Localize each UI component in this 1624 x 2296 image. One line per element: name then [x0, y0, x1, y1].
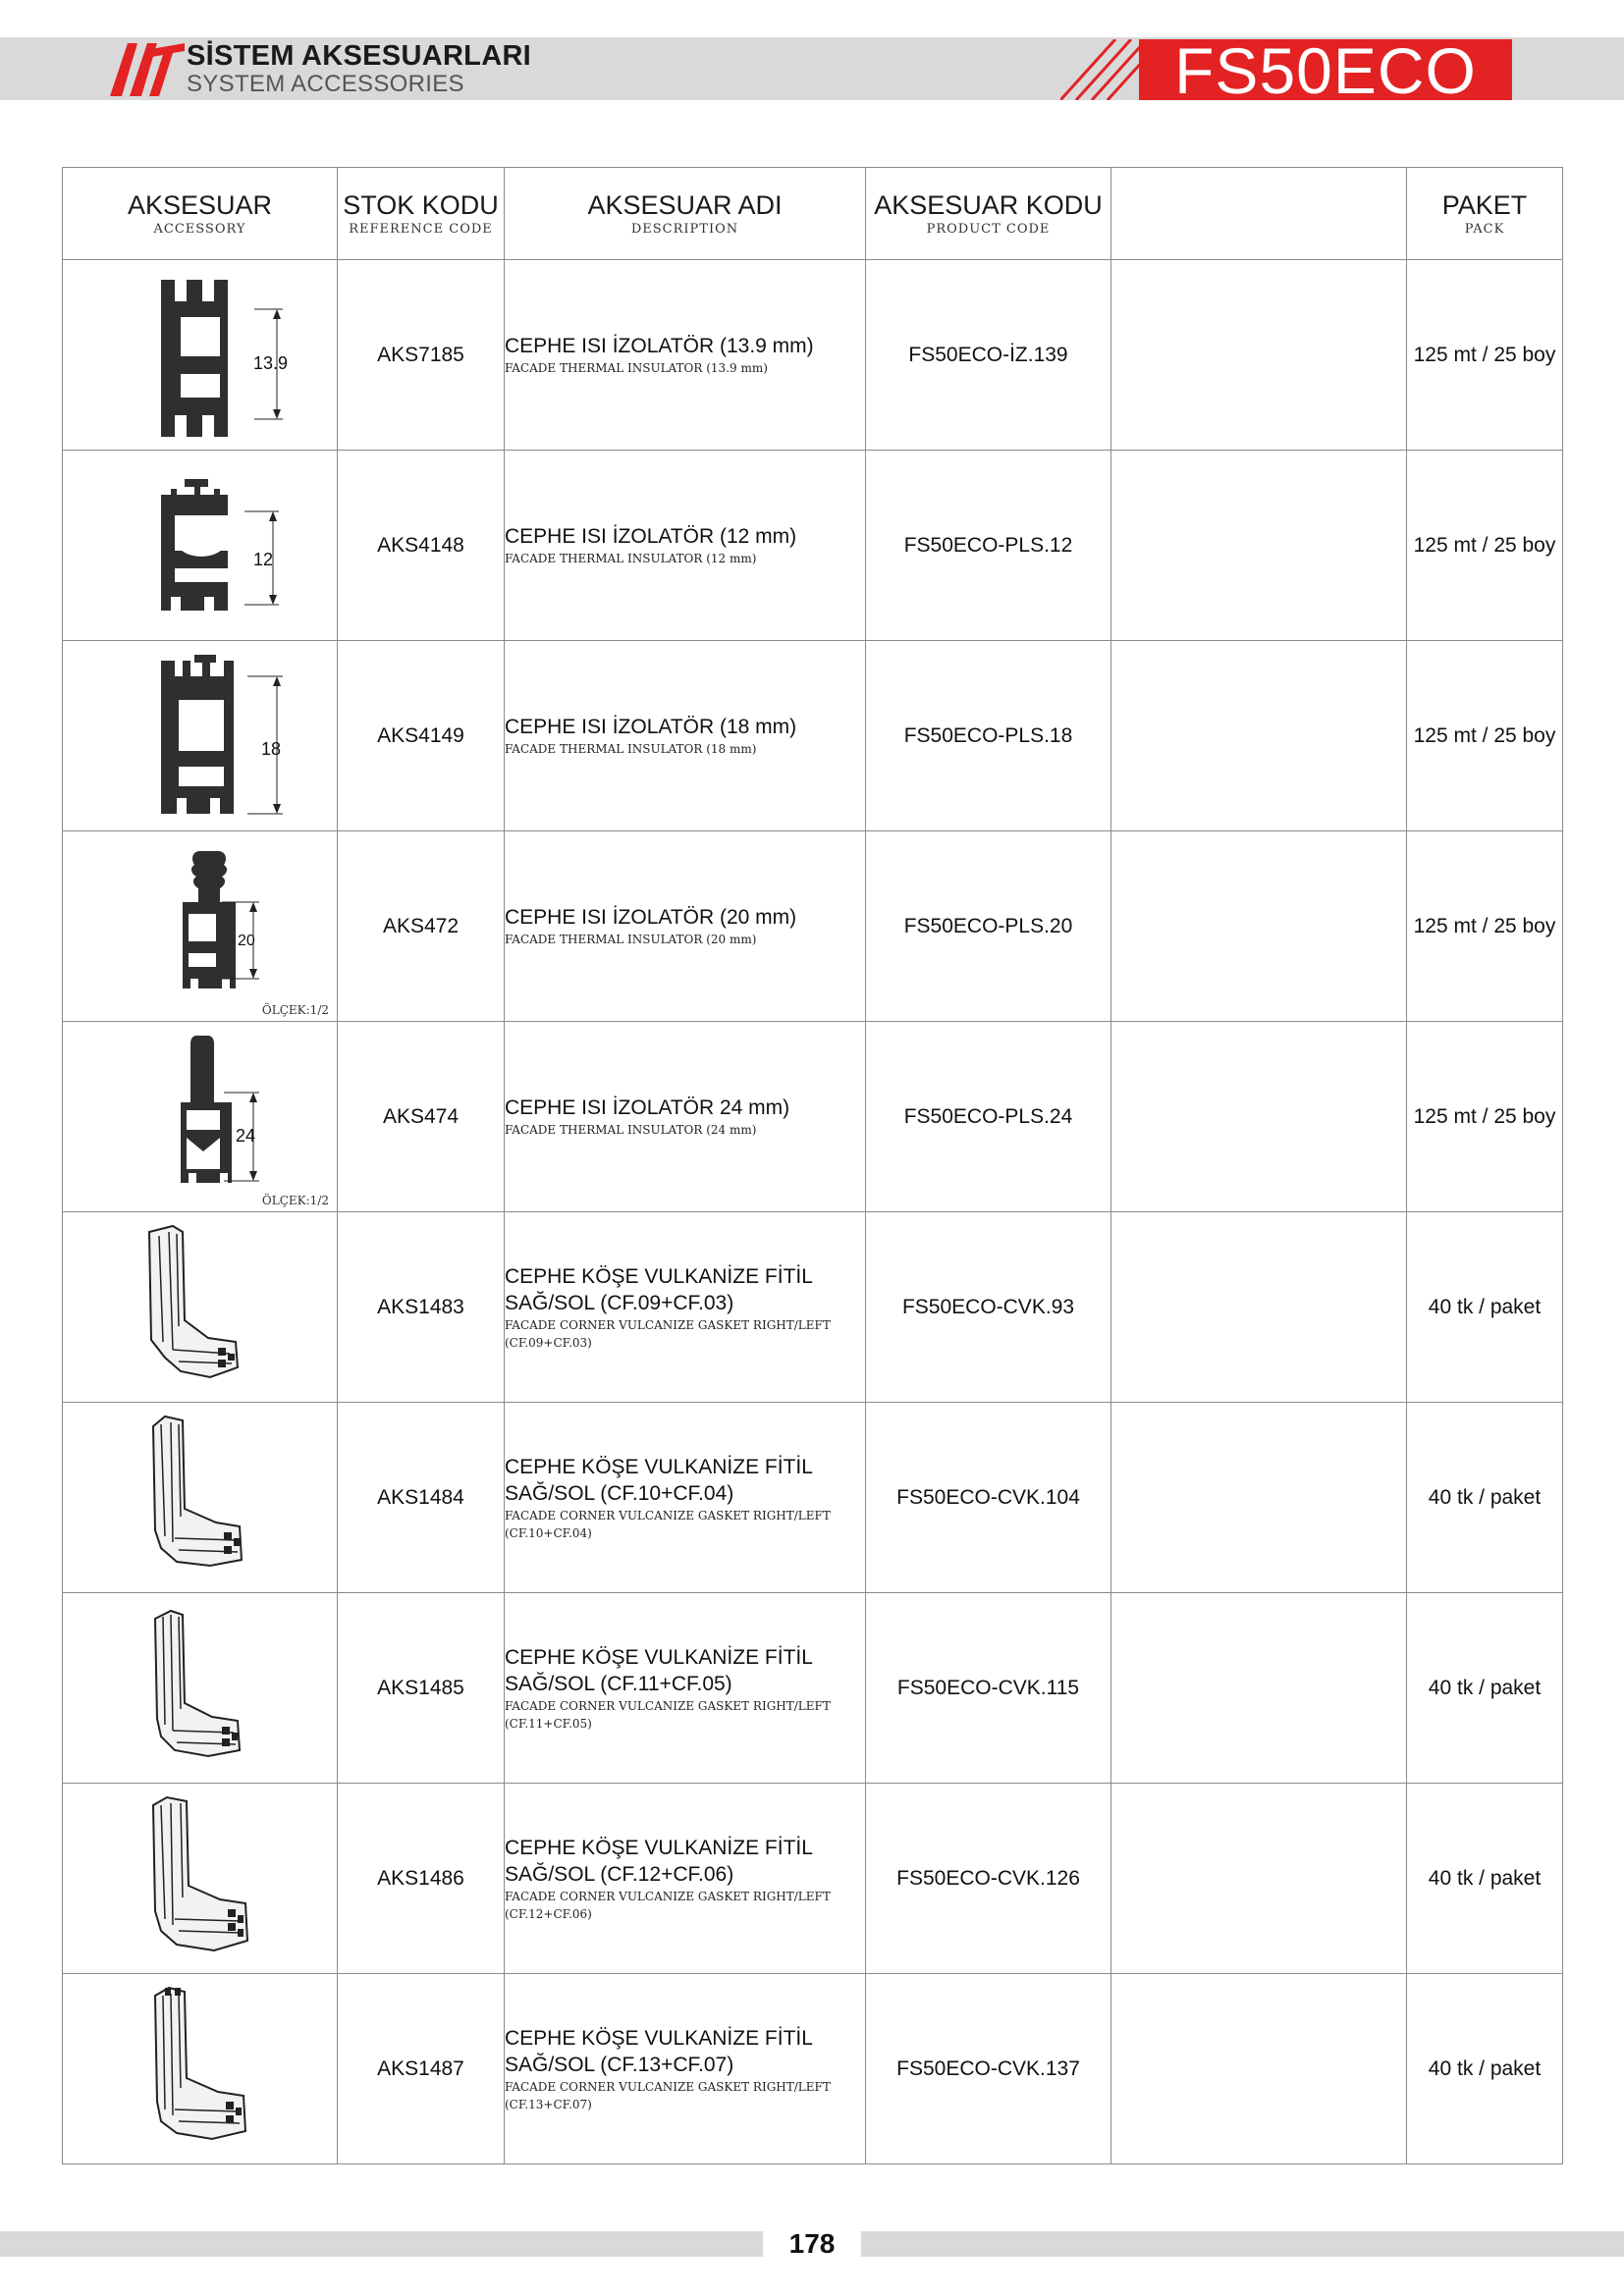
product-code: FS50ECO-PLS.24	[866, 1022, 1111, 1212]
stock-code: AKS1484	[338, 1403, 505, 1593]
accessory-name-cell	[505, 1593, 866, 1784]
accessory-image-cell	[63, 260, 338, 451]
accessory-name-cell	[505, 1974, 866, 2164]
accessory-name-cell	[505, 260, 866, 451]
stock-code: AKS7185	[338, 260, 505, 451]
empty-cell	[1111, 260, 1407, 451]
name-en: FACADE THERMAL INSULATOR (12 mm)	[505, 551, 757, 565]
empty-cell	[1111, 1784, 1407, 1974]
name-tr: CEPHE ISI İZOLATÖR (18 mm)	[505, 715, 797, 738]
col-header-main: AKSESUAR ADI	[587, 190, 783, 220]
empty-cell	[1111, 641, 1407, 831]
product-code: FS50ECO-İZ.139	[866, 260, 1111, 451]
table-row	[63, 831, 1563, 1022]
pack-quantity: 40 tk / paket	[1407, 1593, 1563, 1784]
name-tr-line2: SAĞ/SOL (CF.09+CF.03)	[505, 1291, 734, 1314]
name-tr: CEPHE KÖŞE VULKANİZE FİTİL	[505, 1645, 813, 1669]
pack-quantity: 125 mt / 25 boy	[1407, 831, 1563, 1022]
accessory-image-cell	[63, 1593, 338, 1784]
accessory-table	[62, 167, 1563, 2164]
name-tr: CEPHE KÖŞE VULKANİZE FİTİL	[505, 1264, 813, 1288]
name-en: FACADE CORNER VULCANIZE GASKET RIGHT/LEFT	[505, 1317, 831, 1332]
stock-code: AKS1485	[338, 1593, 505, 1784]
product-code: FS50ECO-CVK.115	[866, 1593, 1111, 1784]
corner-gasket-icon	[63, 1403, 338, 1592]
stock-code: AKS4149	[338, 641, 505, 831]
accessory-image-cell	[63, 641, 338, 831]
corner-gasket-icon	[63, 1974, 338, 2163]
accessory-name-cell	[505, 831, 866, 1022]
scale-note: ÖLÇEK:1/2	[261, 1194, 329, 1207]
name-tr: CEPHE KÖŞE VULKANİZE FİTİL	[505, 1455, 813, 1478]
thermal-insulator-profile-icon	[63, 831, 338, 1021]
empty-cell	[1111, 1974, 1407, 2164]
table-row	[63, 1593, 1563, 1784]
name-en: FACADE CORNER VULCANIZE GASKET RIGHT/LEFT	[505, 1889, 831, 1903]
pack-quantity: 40 tk / paket	[1407, 1212, 1563, 1403]
product-code: FS50ECO-PLS.20	[866, 831, 1111, 1022]
accessory-image-cell	[63, 1974, 338, 2164]
col-header-accessory	[63, 168, 338, 260]
table-row	[63, 1784, 1563, 1974]
name-en: FACADE THERMAL INSULATOR (13.9 mm)	[505, 360, 768, 375]
name-en: FACADE THERMAL INSULATOR (24 mm)	[505, 1122, 757, 1137]
col-header-stock-code	[338, 168, 505, 260]
table-header-row	[63, 168, 1563, 260]
name-tr: CEPHE KÖŞE VULKANİZE FİTİL	[505, 1836, 813, 1859]
corner-gasket-icon	[63, 1784, 338, 1973]
name-tr-line2: SAĞ/SOL (CF.13+CF.07)	[505, 2053, 734, 2076]
name-en-line2: (CF.13+CF.07)	[505, 2097, 592, 2111]
product-code: FS50ECO-CVK.126	[866, 1784, 1111, 1974]
pack-quantity: 40 tk / paket	[1407, 1403, 1563, 1593]
name-en: FACADE THERMAL INSULATOR (18 mm)	[505, 741, 757, 756]
thermal-insulator-profile-icon	[63, 1022, 338, 1211]
name-en: FACADE THERMAL INSULATOR (20 mm)	[505, 932, 757, 946]
product-code: FS50ECO-CVK.137	[866, 1974, 1111, 2164]
brand-title-tr: SİSTEM AKSESUARLARI	[187, 40, 532, 72]
accessory-name-cell	[505, 1403, 866, 1593]
empty-cell	[1111, 1403, 1407, 1593]
name-tr-line2: SAĞ/SOL (CF.12+CF.06)	[505, 1862, 734, 1886]
stock-code: AKS1486	[338, 1784, 505, 1974]
accessory-name-cell	[505, 1022, 866, 1212]
corner-gasket-icon	[63, 1212, 338, 1402]
product-code: FS50ECO-CVK.93	[866, 1212, 1111, 1403]
accessory-image-cell	[63, 451, 338, 641]
col-header-main: AKSESUAR	[127, 190, 273, 220]
name-en: FACADE CORNER VULCANIZE GASKET RIGHT/LEFT	[505, 2079, 831, 2094]
stock-code: AKS1487	[338, 1974, 505, 2164]
col-header-product-code	[866, 168, 1111, 260]
table-row	[63, 260, 1563, 451]
product-code: FS50ECO-PLS.12	[866, 451, 1111, 641]
empty-cell	[1111, 451, 1407, 641]
name-tr: CEPHE KÖŞE VULKANİZE FİTİL	[505, 2026, 813, 2050]
brand-title-en: SYSTEM ACCESSORIES	[187, 71, 464, 97]
col-header-main: AKSESUAR KODU	[874, 190, 1103, 220]
pack-quantity: 125 mt / 25 boy	[1407, 641, 1563, 831]
accessory-name-cell	[505, 641, 866, 831]
col-header-main: PAKET	[1441, 190, 1528, 220]
brand-logo-icon	[108, 39, 187, 98]
page-number: 178	[763, 2228, 861, 2260]
col-header-sub: REFERENCE CODE	[349, 222, 493, 237]
col-header-pack	[1407, 168, 1563, 260]
pack-quantity: 125 mt / 25 boy	[1407, 260, 1563, 451]
name-en-line2: (CF.10+CF.04)	[505, 1525, 592, 1540]
name-en-line2: (CF.12+CF.06)	[505, 1906, 592, 1921]
series-badge: FS50ECO	[1139, 39, 1512, 100]
name-tr-line2: SAĞ/SOL (CF.10+CF.04)	[505, 1481, 734, 1505]
stock-code: AKS4148	[338, 451, 505, 641]
accessory-image-cell	[63, 1403, 338, 1593]
table-row	[63, 1212, 1563, 1403]
name-tr: CEPHE ISI İZOLATÖR (13.9 mm)	[505, 334, 814, 357]
col-header-sub: DESCRIPTION	[630, 222, 739, 237]
col-header-sub: ACCESSORY	[153, 222, 246, 237]
pack-quantity: 125 mt / 25 boy	[1407, 1022, 1563, 1212]
table-row	[63, 1022, 1563, 1212]
stock-code: AKS474	[338, 1022, 505, 1212]
table-row	[63, 1974, 1563, 2164]
name-en-line2: (CF.11+CF.05)	[505, 1716, 592, 1731]
pack-quantity: 40 tk / paket	[1407, 1784, 1563, 1974]
name-tr-line2: SAĞ/SOL (CF.11+CF.05)	[505, 1672, 732, 1695]
accessory-image-cell	[63, 831, 338, 1022]
stock-code: AKS1483	[338, 1212, 505, 1403]
table-row	[63, 1403, 1563, 1593]
thermal-insulator-profile-icon	[63, 260, 338, 450]
accessory-name-cell	[505, 1784, 866, 1974]
dimension-label: 12	[253, 550, 274, 569]
accessory-name-cell	[505, 1212, 866, 1403]
accessory-image-cell	[63, 1022, 338, 1212]
empty-cell	[1111, 1212, 1407, 1403]
name-tr: CEPHE ISI İZOLATÖR 24 mm)	[505, 1095, 790, 1119]
table-row	[63, 641, 1563, 831]
col-header-sub: PACK	[1464, 222, 1505, 237]
accessory-image-cell	[63, 1212, 338, 1403]
dimension-label: 24	[236, 1126, 256, 1146]
empty-cell	[1111, 1022, 1407, 1212]
col-header-empty	[1111, 168, 1407, 260]
thermal-insulator-profile-icon	[63, 641, 338, 830]
accessory-name-cell	[505, 451, 866, 641]
thermal-insulator-profile-icon	[63, 451, 338, 640]
product-code: FS50ECO-PLS.18	[866, 641, 1111, 831]
pack-quantity: 125 mt / 25 boy	[1407, 451, 1563, 641]
empty-cell	[1111, 1593, 1407, 1784]
dimension-label: 18	[261, 739, 282, 759]
name-tr: CEPHE ISI İZOLATÖR (20 mm)	[505, 905, 797, 929]
pack-quantity: 40 tk / paket	[1407, 1974, 1563, 2164]
name-en: FACADE CORNER VULCANIZE GASKET RIGHT/LEFT	[505, 1698, 831, 1713]
dimension-label: 13.9	[253, 353, 289, 373]
name-en-line2: (CF.09+CF.03)	[505, 1335, 592, 1350]
col-header-main: STOK KODU	[343, 190, 499, 220]
empty-cell	[1111, 831, 1407, 1022]
name-en: FACADE CORNER VULCANIZE GASKET RIGHT/LEFT	[505, 1508, 831, 1522]
accessory-image-cell	[63, 1784, 338, 1974]
scale-note: ÖLÇEK:1/2	[261, 1003, 329, 1017]
product-code: FS50ECO-CVK.104	[866, 1403, 1111, 1593]
table-row	[63, 451, 1563, 641]
stock-code: AKS472	[338, 831, 505, 1022]
col-header-sub: PRODUCT CODE	[926, 222, 1051, 237]
corner-gasket-icon	[63, 1593, 338, 1783]
dimension-label: 20	[238, 933, 255, 949]
name-tr: CEPHE ISI İZOLATÖR (12 mm)	[505, 524, 797, 548]
col-header-description	[505, 168, 866, 260]
